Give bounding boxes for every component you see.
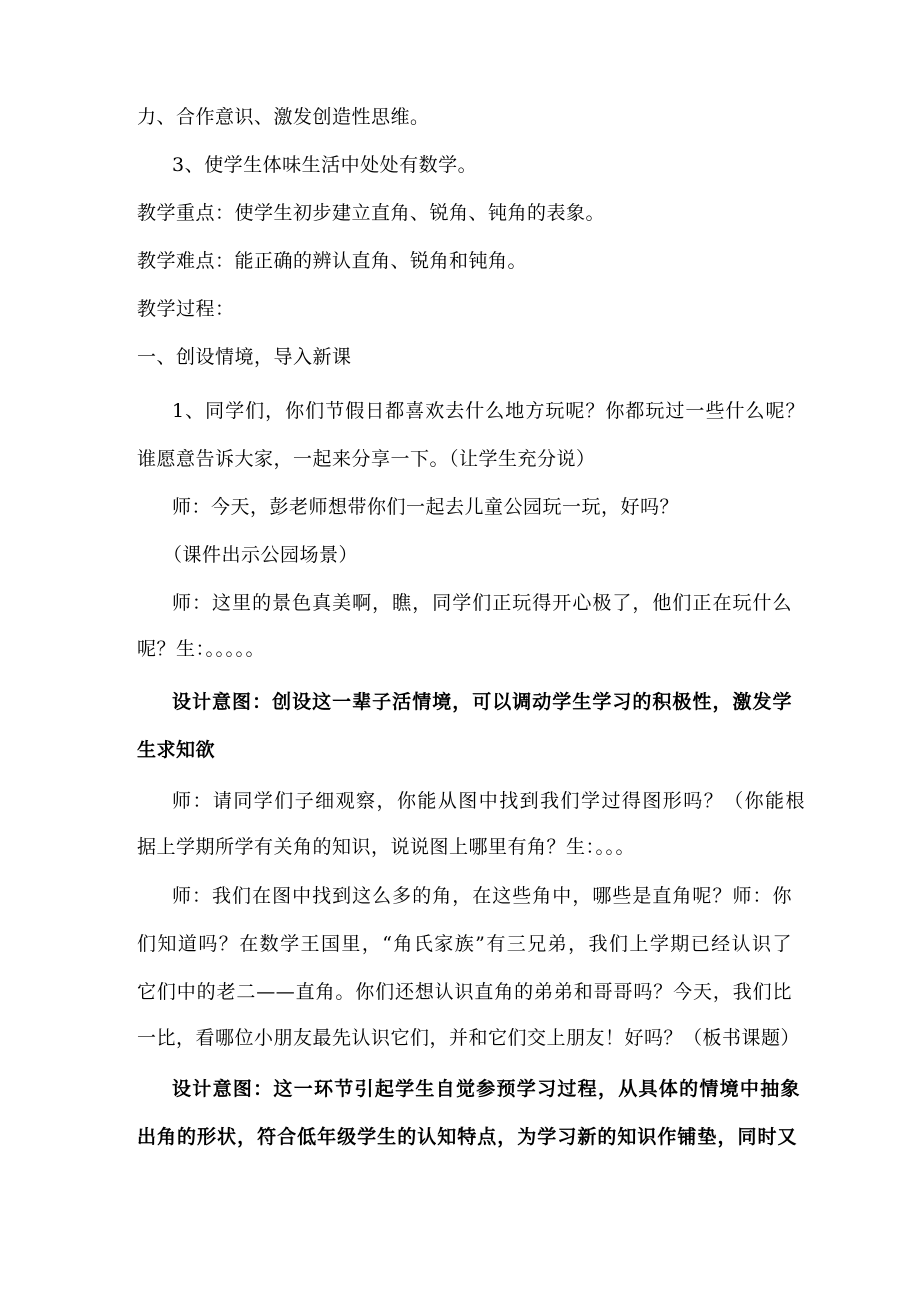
text-line: 它们中的老二——直角。你们还想认识直角的弟弟和哥哥吗？今天，我们比 (137, 981, 792, 1003)
text-line: 师：我们在图中找到这么多的角，在这些角中，哪些是直角呢？师：你 (172, 885, 792, 907)
design-intent-1-cont: 生求知欲 (137, 739, 216, 761)
text-line: （课件出示公园场景） (163, 544, 359, 566)
design-intent-2-cont: 出角的形状，符合低年级学生的认知特点，为学习新的知识作铺垫，同时又 (137, 1126, 797, 1148)
teaching-difficulty: 教学难点：能正确的辨认直角、锐角和钝角。 (137, 250, 528, 272)
text-line: 谁愿意告诉大家，一起来分享一下。（让学生充分说） (137, 448, 596, 470)
text-line: 据上学期所学有关角的知识，说说图上哪里有角？生：。。。 (137, 836, 636, 858)
text-line: 呢？生：。。。。。 (137, 638, 266, 660)
objective-3: 3、使学生体味生活中处处有数学。 (172, 154, 478, 176)
text-line: 们知道吗？在数学王国里，“角氏家族”有三兄弟，我们上学期已经认识了 (137, 933, 792, 955)
section-heading-1: 一、创设情境，导入新课 (137, 346, 352, 368)
text-line: 师：请同学们子细观察，你能从图中找到我们学过得图形吗？（你能根 (172, 790, 805, 812)
text-line: 一比，看哪位小朋友最先认识它们，并和它们交上朋友！好吗？（板书课题） (137, 1027, 801, 1049)
text-line: 师：这里的景色真美啊，瞧，同学们正玩得开心极了，他们正在玩什么 (172, 592, 792, 614)
teaching-key-point: 教学重点：使学生初步建立直角、锐角、钝角的表象。 (137, 202, 606, 224)
text-line: 力、合作意识、激发创造性思维。 (137, 106, 430, 128)
design-intent-2: 设计意图：这一环节引起学生自觉参预学习过程，从具体的情境中抽象 (172, 1078, 800, 1100)
text-line: 师：今天，彭老师想带你们一起去儿童公园玩一玩，好吗？ (172, 496, 680, 518)
teaching-process-heading: 教学过程： (137, 298, 235, 320)
design-intent-1: 设计意图：创设这一辈子活情境，可以调动学生学习的积极性，激发学 (172, 691, 792, 713)
text-line: 1、同学们，你们节假日都喜欢去什么地方玩呢？你都玩过一些什么呢？ (172, 400, 805, 422)
